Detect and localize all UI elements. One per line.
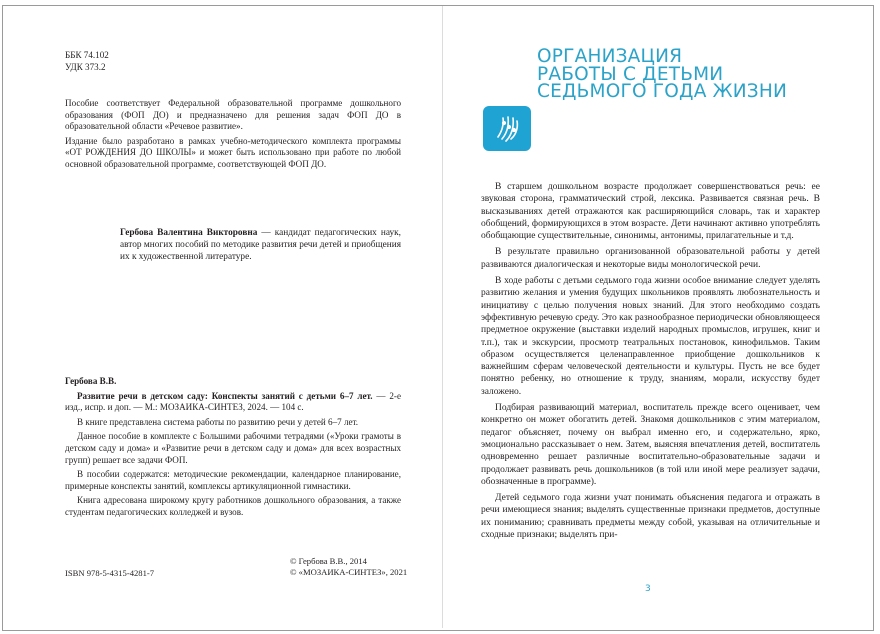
copyright-author: © Гербова В.В., 2014 [290, 556, 367, 566]
intro-paragraph: Издание было разработано в рамках учебно-методического комплекта программы «ОТ РОЖДЕНИЯ ДО ШКОЛЫ» и может быть использовано при работе по любой основной образовательной программе, соответствующей ФОП ДО. [65, 135, 401, 169]
udk-code: УДК 373.2 [65, 61, 106, 72]
bibliographic-block [65, 376, 401, 522]
body-paragraph: Подбирая развивающий материал, воспитатель прежде всего оценивает, чем конкретно он может обогатить детей. Знакомя дошкольников с этим материалом, педагог объясняет, почему он выбрал именно его, и содержательно, ярко, эмоционально рассказывает о нем. Затем, выясняя впечатления детей, воспитатель одновременно решает различные воспитательно-образовательные задачи и продолжает развивать речь дошкольников (в той или иной мере реализует задачи, обозначенные в программе). [481, 403, 820, 487]
chapter-title-line: ОРГАНИЗАЦИЯ [537, 46, 683, 67]
classification-codes [65, 50, 401, 73]
intro-paragraph: Пособие соответствует Федеральной образовательной программе дошкольного образования (ФОП ДО) и предназначено для решения задач ФОП ДО в образовательной области «Речевое развитие». [65, 98, 401, 132]
chapter-badge [483, 106, 531, 151]
copyright-publisher: © «МОЗАИКА-СИНТЕЗ», 2021 [290, 567, 408, 577]
page-number: 3 [645, 584, 651, 594]
author-description: — кандидат педагогических наук, автор многих пособий по методике развития речи детей и приобщения их к художественной литературе. [120, 228, 401, 262]
annotation-paragraph: В книге представлена система работы по развитию речи у детей 6–7 лет. [77, 416, 359, 427]
author-info [120, 228, 401, 263]
chapter-title [537, 48, 787, 101]
author-name: Гербова Валентина Викторовна [120, 228, 258, 238]
isbn: ISBN 978-5-4315-4281-7 [65, 568, 155, 578]
biblio-author: Гербова В.В. [65, 376, 117, 386]
annotation-paragraph: Книга адресована широкому кругу работников дошкольного образования, а также студентам педагогических колледжей и вузов. [65, 495, 401, 517]
annotation-paragraph: Данное пособие в комплекте с Большими рабочими тетрадями («Уроки грамоты в детском саду и дома» и «Развитие речи в детском саду и дома» для всех возрастных групп) решает все задачи ФОП. [65, 431, 401, 465]
copyright-block [290, 556, 407, 578]
main-text [481, 181, 820, 541]
intro-block [65, 98, 401, 174]
annotation-paragraph: В пособии содержатся: методические рекомендации, календарное планирование, примерные конспекты занятий, комплексы артикуляционной гимнастики. [65, 469, 401, 491]
chapter-title-line: РАБОТЫ С ДЕТЬМИ [537, 63, 724, 85]
body-paragraph: Детей седьмого года жизни учат понимать объяснения педагога и отражать в речи имеющиеся знания; выделять существенные признаки предметов, доступные их пониманию; сравнивать предметы между собой, указывая на отличительные и сходные признаки; выделять при- [481, 493, 820, 541]
bbk-code: ББК 74.102 [65, 50, 109, 60]
biblio-title: Развитие речи в детском саду: Конспекты занятий с детьми 6–7 лет. [77, 390, 373, 401]
biblio-imprint: — 2-е изд., испр. и доп. — М.: МОЗАИКА-СИНТЕЗ, 2024. — 104 с. [65, 390, 401, 413]
speech-waves-icon [483, 106, 531, 151]
body-paragraph: В старшем дошкольном возрасте продолжает совершенствоваться речь: ее звуковая сторона, грамматический строй, лексика. Развивается связная речь. В высказываниях детей отражаются как расширяющийся словарь, так и характер обобщений, формирующихся в этом возрасте. Дети начинают активно употреблять обобщающие существительные, синонимы, антонимы, прилагательные и т.д. [481, 182, 820, 242]
body-paragraph: В ходе работы с детьми седьмого года жизни особое внимание следует уделять развитию желания и умения будущих школьников проявлять любознательность и инициативу с целью получения новых знаний. Для этого необходимо создать эффективную речевую среду. Это как разнообразное периодически обновляющееся предметное окружение (выставки изделий народных промыслов, игрушек, книг и т.п.), так и экскурсии, просмотр театральных постановок, кинофильмов. Таким образом осуществляется целенаправленное приобщение дошкольников к важнейшим сферам человеческой деятельности и культуры. Пусть не все будет понятно ребенку, но отношение к труду, знаниям, морали, искусству будет заложено. [481, 276, 820, 397]
chapter-title-line: СЕДЬМОГО ГОДА ЖИЗНИ [537, 81, 788, 103]
book-spine [442, 6, 443, 628]
body-paragraph: В результате правильно организованной образовательной работы у детей развиваются диалогическая и некоторые виды монологической речи. [481, 247, 820, 270]
